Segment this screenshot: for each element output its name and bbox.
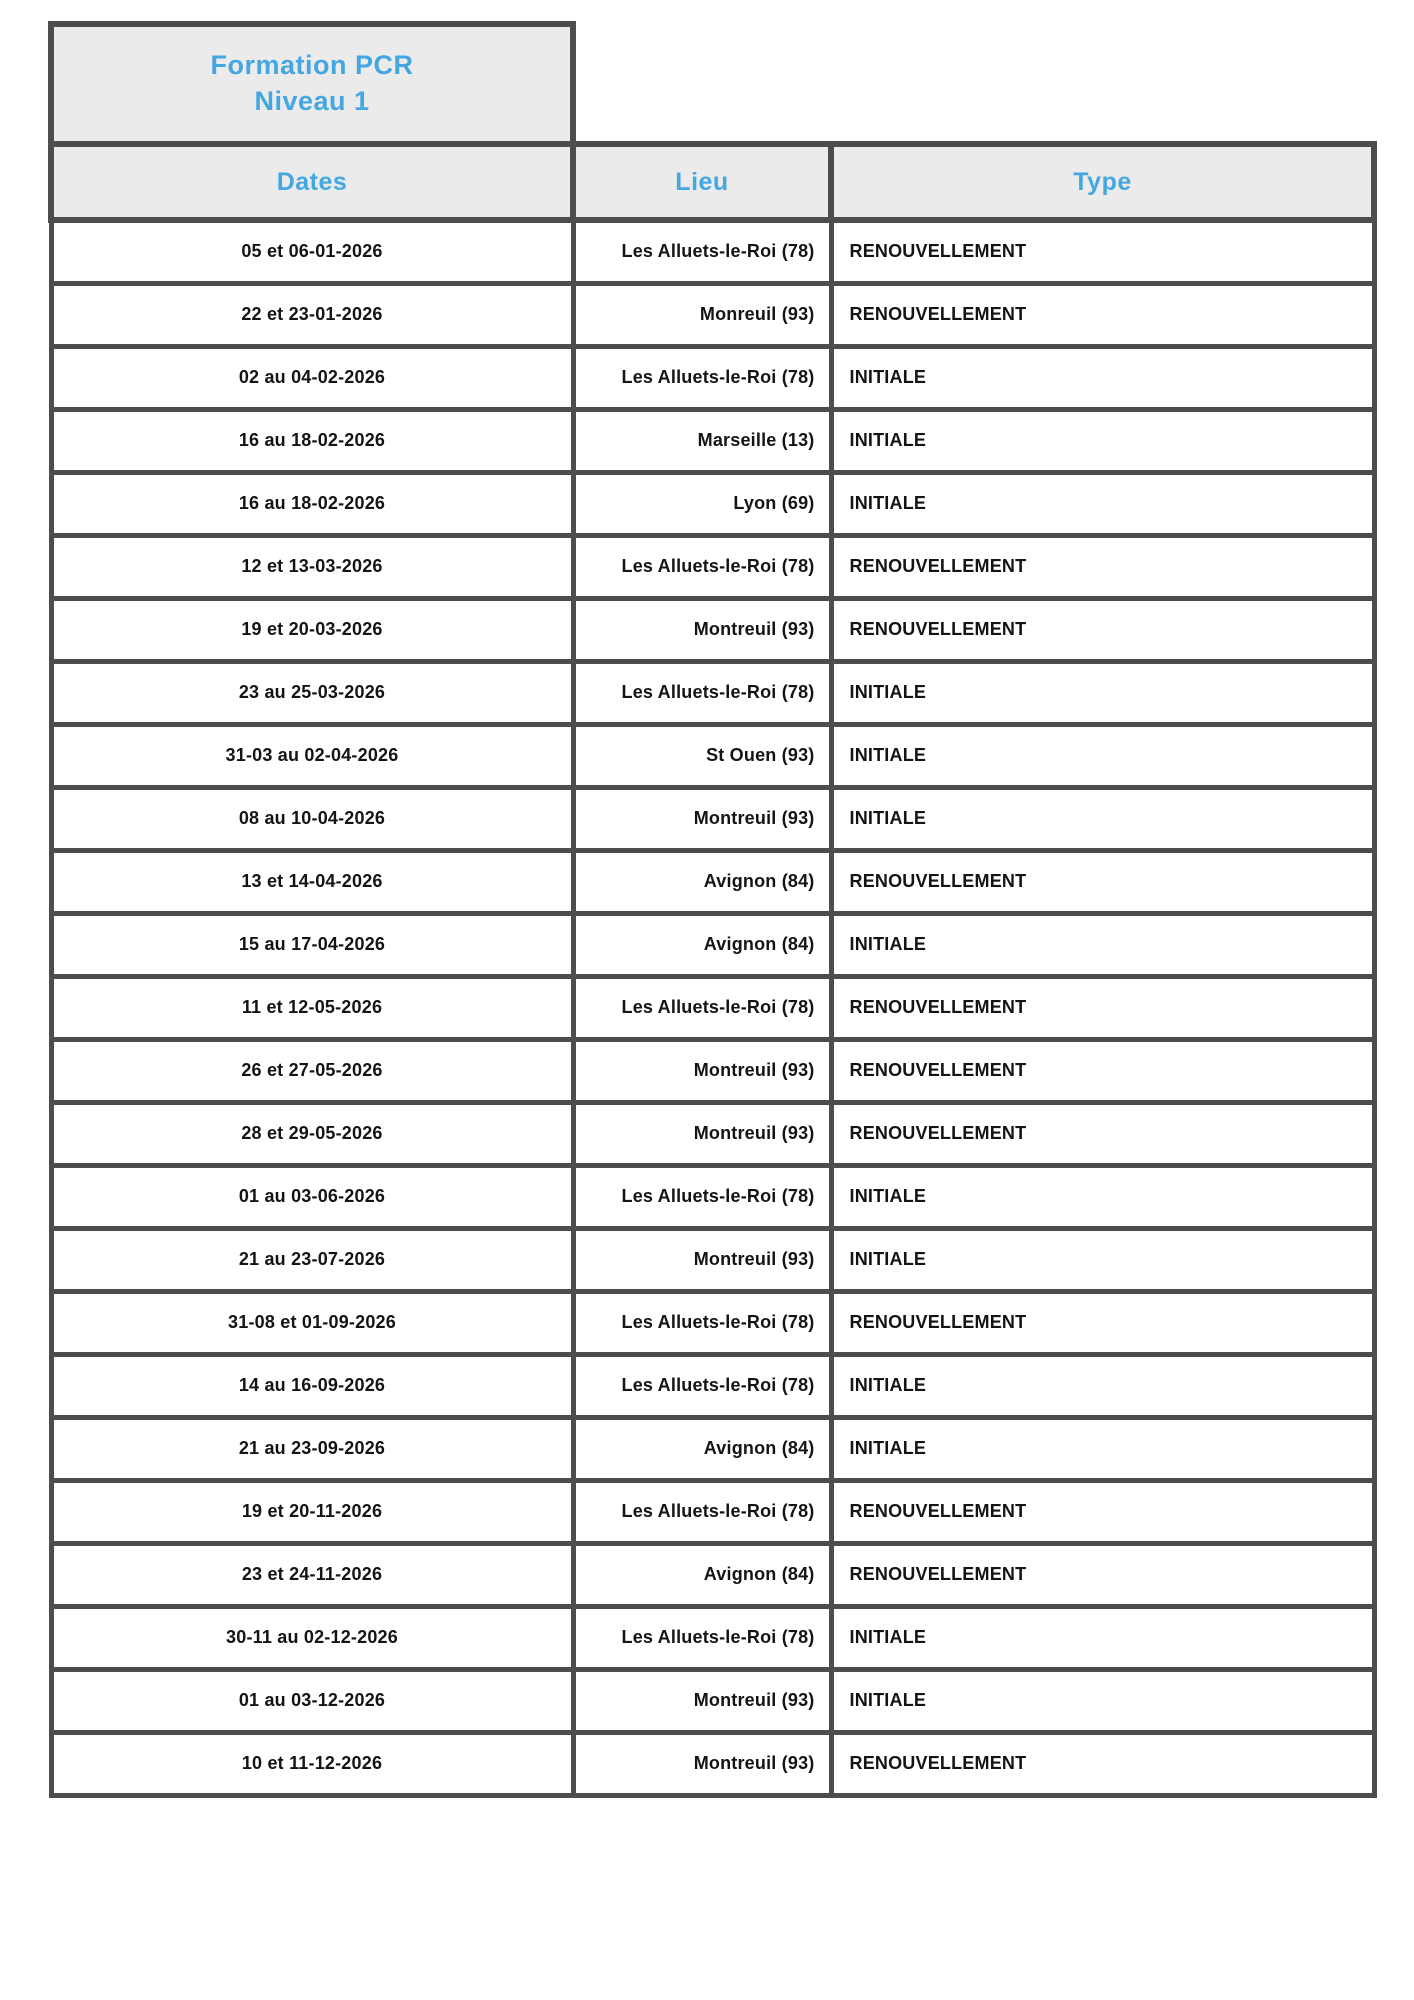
- session-dates: 05 et 06-01-2026: [51, 220, 573, 283]
- session-location: Les Alluets-le-Roi (78): [573, 976, 831, 1039]
- session-dates: 08 au 10-04-2026: [51, 787, 573, 850]
- session-location: Les Alluets-le-Roi (78): [573, 1480, 831, 1543]
- session-location: Montreuil (93): [573, 1039, 831, 1102]
- session-location: Les Alluets-le-Roi (78): [573, 1291, 831, 1354]
- session-location: St Ouen (93): [573, 724, 831, 787]
- table-row: [51, 724, 1374, 787]
- session-location: Les Alluets-le-Roi (78): [573, 1165, 831, 1228]
- session-type: INITIALE: [831, 1669, 1374, 1732]
- session-location: Avignon (84): [573, 850, 831, 913]
- session-type: INITIALE: [831, 409, 1374, 472]
- table-row: [51, 913, 1374, 976]
- session-dates: 12 et 13-03-2026: [51, 535, 573, 598]
- table-row: [51, 1228, 1374, 1291]
- formation-schedule-table: [48, 21, 1377, 1798]
- session-type: RENOUVELLEMENT: [831, 1291, 1374, 1354]
- table-row: [51, 976, 1374, 1039]
- session-dates: 01 au 03-12-2026: [51, 1669, 573, 1732]
- session-type: RENOUVELLEMENT: [831, 598, 1374, 661]
- session-location: Montreuil (93): [573, 787, 831, 850]
- column-header-lieu: Lieu: [573, 144, 831, 220]
- table-row: [51, 1102, 1374, 1165]
- session-type: INITIALE: [831, 472, 1374, 535]
- session-dates: 31-03 au 02-04-2026: [51, 724, 573, 787]
- session-type: RENOUVELLEMENT: [831, 850, 1374, 913]
- session-type: RENOUVELLEMENT: [831, 976, 1374, 1039]
- session-type: INITIALE: [831, 1165, 1374, 1228]
- session-type: RENOUVELLEMENT: [831, 1732, 1374, 1795]
- table-title: [51, 24, 573, 144]
- session-location: Marseille (13): [573, 409, 831, 472]
- table-row: [51, 1417, 1374, 1480]
- table-row: [51, 409, 1374, 472]
- session-type: RENOUVELLEMENT: [831, 1543, 1374, 1606]
- session-type: INITIALE: [831, 1354, 1374, 1417]
- session-location: Montreuil (93): [573, 1228, 831, 1291]
- session-location: Lyon (69): [573, 472, 831, 535]
- session-dates: 01 au 03-06-2026: [51, 1165, 573, 1228]
- session-type: RENOUVELLEMENT: [831, 220, 1374, 283]
- session-type: RENOUVELLEMENT: [831, 1102, 1374, 1165]
- session-dates: 02 au 04-02-2026: [51, 346, 573, 409]
- session-dates: 16 au 18-02-2026: [51, 472, 573, 535]
- session-location: Les Alluets-le-Roi (78): [573, 346, 831, 409]
- table-row: [51, 850, 1374, 913]
- session-dates: 16 au 18-02-2026: [51, 409, 573, 472]
- column-header-row: [51, 144, 1374, 220]
- session-dates: 13 et 14-04-2026: [51, 850, 573, 913]
- session-location: Montreuil (93): [573, 1102, 831, 1165]
- table-row: [51, 1291, 1374, 1354]
- session-location: Avignon (84): [573, 913, 831, 976]
- table-row: [51, 1165, 1374, 1228]
- session-dates: 28 et 29-05-2026: [51, 1102, 573, 1165]
- table-title-line2: Niveau 1: [254, 86, 370, 116]
- session-location: Montreuil (93): [573, 1732, 831, 1795]
- table-row: [51, 472, 1374, 535]
- session-dates: 10 et 11-12-2026: [51, 1732, 573, 1795]
- session-type: RENOUVELLEMENT: [831, 283, 1374, 346]
- session-type: RENOUVELLEMENT: [831, 535, 1374, 598]
- title-row: [51, 24, 1374, 144]
- session-location: Montreuil (93): [573, 598, 831, 661]
- session-dates: 11 et 12-05-2026: [51, 976, 573, 1039]
- table-row: [51, 346, 1374, 409]
- table-row: [51, 787, 1374, 850]
- title-row-spacer: [831, 24, 1374, 144]
- session-location: Les Alluets-le-Roi (78): [573, 1606, 831, 1669]
- table-title-line1: Formation PCR: [210, 50, 414, 81]
- session-dates: 21 au 23-07-2026: [51, 1228, 573, 1291]
- session-dates: 31-08 et 01-09-2026: [51, 1291, 573, 1354]
- table-row: [51, 661, 1374, 724]
- session-type: INITIALE: [831, 661, 1374, 724]
- session-dates: 19 et 20-11-2026: [51, 1480, 573, 1543]
- table-row: [51, 1669, 1374, 1732]
- table-row: [51, 598, 1374, 661]
- column-header-dates: Dates: [51, 144, 573, 220]
- session-location: Les Alluets-le-Roi (78): [573, 220, 831, 283]
- session-dates: 19 et 20-03-2026: [51, 598, 573, 661]
- session-dates: 21 au 23-09-2026: [51, 1417, 573, 1480]
- session-type: INITIALE: [831, 346, 1374, 409]
- title-row-spacer: [573, 24, 831, 144]
- session-location: Avignon (84): [573, 1543, 831, 1606]
- session-type: INITIALE: [831, 1228, 1374, 1291]
- session-location: Les Alluets-le-Roi (78): [573, 661, 831, 724]
- session-dates: 15 au 17-04-2026: [51, 913, 573, 976]
- table-row: [51, 220, 1374, 283]
- session-type: INITIALE: [831, 913, 1374, 976]
- table-row: [51, 1354, 1374, 1417]
- session-dates: 26 et 27-05-2026: [51, 1039, 573, 1102]
- session-type: INITIALE: [831, 787, 1374, 850]
- column-header-type: Type: [831, 144, 1374, 220]
- session-dates: 23 au 25-03-2026: [51, 661, 573, 724]
- session-location: Les Alluets-le-Roi (78): [573, 535, 831, 598]
- session-type: RENOUVELLEMENT: [831, 1480, 1374, 1543]
- table-row: [51, 1732, 1374, 1795]
- table-row: [51, 1606, 1374, 1669]
- session-dates: 14 au 16-09-2026: [51, 1354, 573, 1417]
- session-type: INITIALE: [831, 1606, 1374, 1669]
- table-row: [51, 1543, 1374, 1606]
- table-row: [51, 1039, 1374, 1102]
- session-dates: 30-11 au 02-12-2026: [51, 1606, 573, 1669]
- session-dates: 23 et 24-11-2026: [51, 1543, 573, 1606]
- table-row: [51, 535, 1374, 598]
- session-location: Monreuil (93): [573, 283, 831, 346]
- table-row: [51, 1480, 1374, 1543]
- session-type: INITIALE: [831, 724, 1374, 787]
- session-location: Montreuil (93): [573, 1669, 831, 1732]
- session-location: Avignon (84): [573, 1417, 831, 1480]
- session-type: INITIALE: [831, 1417, 1374, 1480]
- session-type: RENOUVELLEMENT: [831, 1039, 1374, 1102]
- session-location: Les Alluets-le-Roi (78): [573, 1354, 831, 1417]
- table-row: [51, 283, 1374, 346]
- session-dates: 22 et 23-01-2026: [51, 283, 573, 346]
